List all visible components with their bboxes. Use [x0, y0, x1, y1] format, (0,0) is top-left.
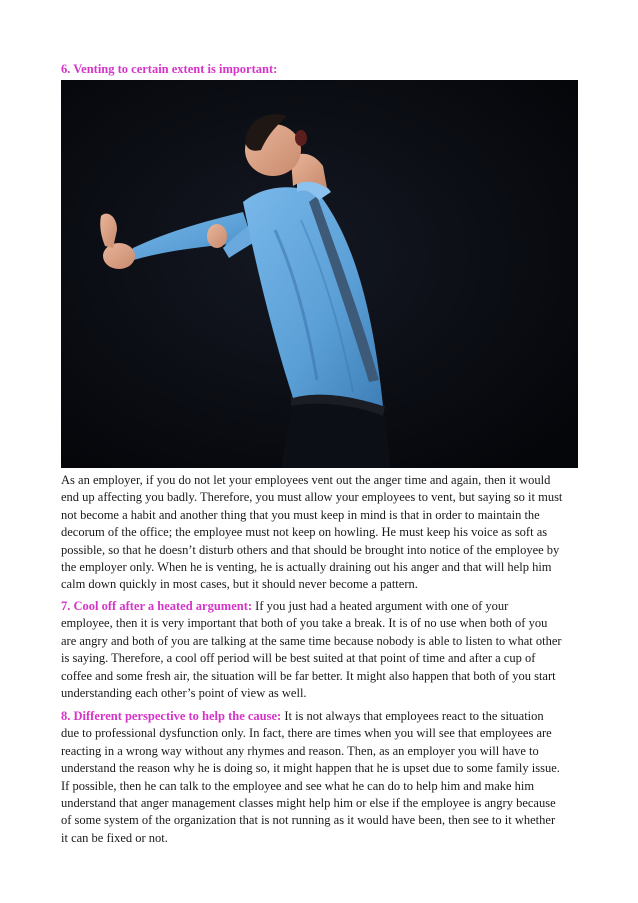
- section-8-heading: 8. Different perspective to help the cause:: [61, 709, 282, 723]
- section-7-paragraph: [61, 598, 581, 702]
- section-7-line: employee, then it is very important that both of you take a break. It is of no use when both of you: [61, 616, 548, 631]
- section-6-line: not become a habit and another thing that you must keep in mind is that in order to maintain the: [61, 507, 540, 522]
- section-7-line: understanding each other’s point of view as well.: [61, 686, 307, 701]
- section-8-line: reacting in a wrong way without any rhymes and reason. Then, as an employer you will have to: [61, 743, 539, 758]
- section-6-line: decorum of the office; the employee must not keep on howling. He must keep his voice as soft as: [61, 525, 548, 540]
- section-8-line: It is not always that employees react to the situation: [281, 709, 544, 723]
- section-6-paragraph: [61, 472, 581, 594]
- section-6-heading: 6. Venting to certain extent is important:: [61, 62, 278, 76]
- section-8-paragraph: [61, 708, 581, 847]
- section-6-line: calm down quickly in most cases, but it should never become a pattern.: [61, 577, 418, 592]
- angry-man-photo: [61, 80, 578, 468]
- section-8-line: of some system of the organization that is not running as it would have been, then see to it whether: [61, 813, 556, 828]
- section-7-line: is saying. Therefore, a cool off period will be best suited at that point of time and after a cup of: [61, 651, 536, 666]
- section-6-line: end up affecting you badly. Therefore, you must allow your employees to vent, but saying so it must: [61, 490, 563, 505]
- section-7-line: If you just had a heated argument with one of your: [252, 599, 509, 613]
- section-8-line: understand the reason why he is doing so, it might happen that he is upset due to some family issue.: [61, 761, 560, 776]
- section-8-line: If possible, then he can talk to the employee and see what he can do to help him and make him: [61, 778, 535, 793]
- section-8-line: understand that anger management classes might help him or else if the employee is angry because: [61, 796, 556, 811]
- section-8-line: due to professional dysfunction only. In fact, there are times when you will see that employees are: [61, 726, 552, 741]
- section-6-line: the employer only. When he is venting, he is actually draining out his anger and that will help him: [61, 560, 552, 575]
- photo-illustration: [61, 80, 578, 468]
- section-7-heading: 7. Cool off after a heated argument:: [61, 599, 253, 613]
- section-6-line: possible, so that he doesn’t disturb others and that should be brought into notice of the employee by: [61, 542, 560, 557]
- section-7-line: coffee and some fresh air, the situation will be far better. It might also happen that both of you start: [61, 668, 556, 683]
- section-8-line: it can be fixed or not.: [61, 830, 168, 845]
- section-7-line: are angry and both of you are talking at the same time because nobody is able to listen to what other: [61, 633, 562, 648]
- section-6-line: As an employer, if you do not let your employees vent out the anger time and again, then it would: [61, 473, 551, 487]
